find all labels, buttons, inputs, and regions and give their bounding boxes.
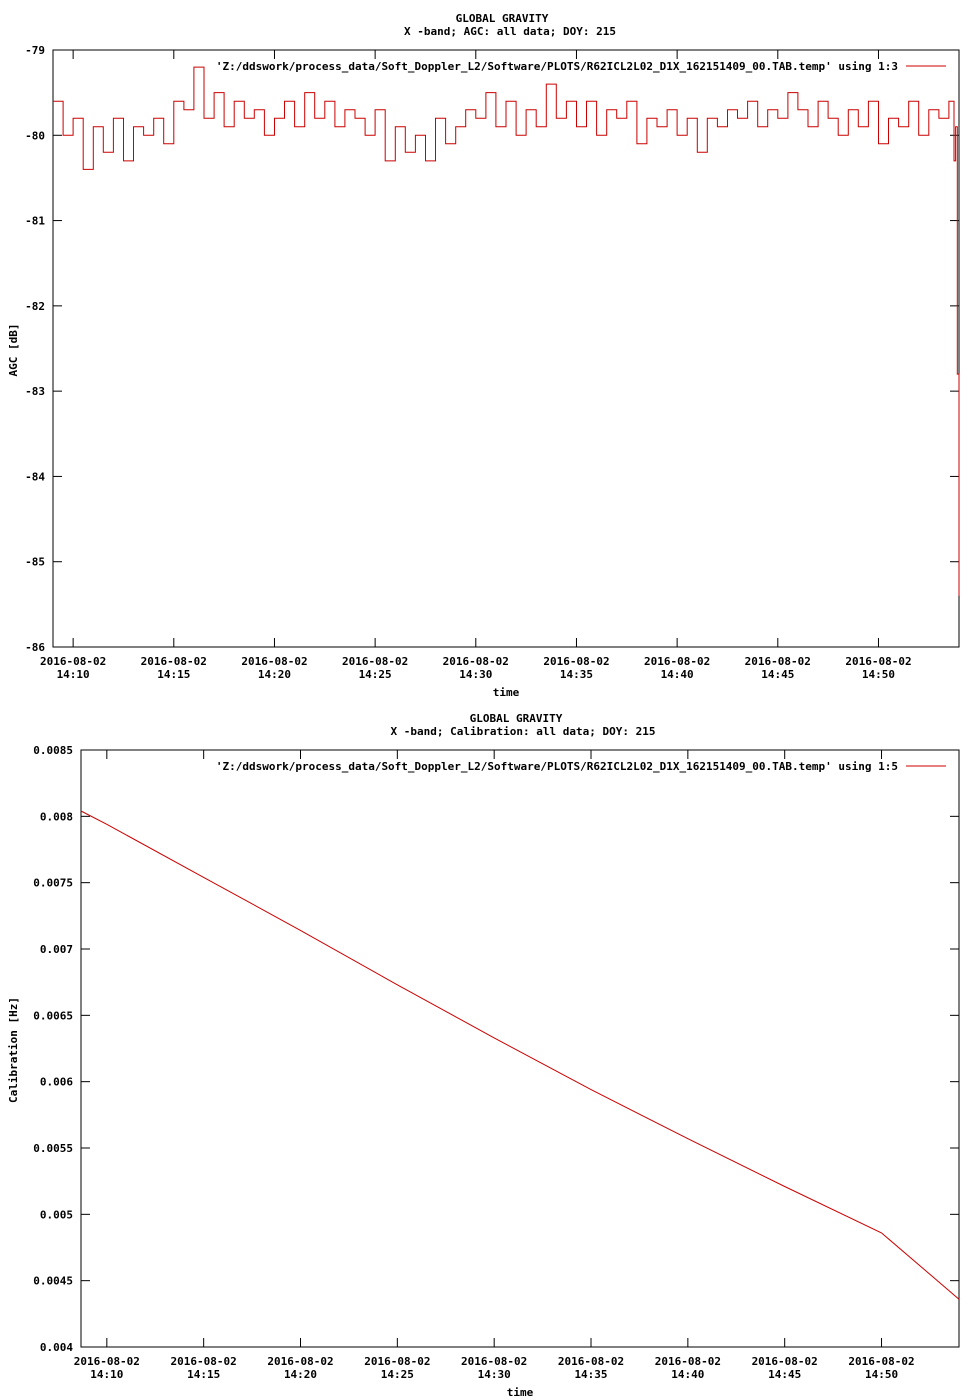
chart-title: GLOBAL GRAVITY [469, 712, 563, 725]
x-ticks [40, 50, 912, 681]
series-line [81, 811, 959, 1299]
chart-subtitle: X -band; Calibration: all data; DOY: 215 [390, 725, 656, 738]
x-tick-time-label: 14:50 [861, 668, 896, 681]
y-tick-label: -86 [25, 641, 45, 654]
x-tick-time-label: 14:40 [660, 668, 694, 681]
y-tick-label: 0.0085 [33, 744, 73, 757]
legend-label: 'Z:/ddswork/process_data/Soft_Doppler_L2/Software/PLOTS/R62ICL2L02_D1X_162151409_00.TAB.temp' using 1:3 [215, 60, 898, 73]
x-tick-date-label: 2016-08-02 [442, 655, 509, 668]
y-axis-label: Calibration [Hz] [7, 997, 20, 1103]
x-tick-time-label: 14:25 [358, 668, 392, 681]
x-axis-label: time [506, 1386, 534, 1399]
x-tick-date-label: 2016-08-02 [848, 1355, 915, 1368]
y-axis-label: AGC [dB] [7, 323, 20, 377]
x-tick-time-label: 14:15 [187, 1368, 221, 1381]
y-tick-label: 0.0075 [33, 876, 73, 890]
x-tick-date-label: 2016-08-02 [73, 1355, 140, 1368]
x-tick-time-label: 14:20 [283, 1368, 318, 1381]
y-tick-label: 0.004 [39, 1341, 73, 1354]
y-tick-label: -82 [25, 299, 45, 313]
x-tick-date-label: 2016-08-02 [543, 655, 610, 668]
x-tick-date-label: 2016-08-02 [845, 655, 912, 668]
x-tick-date-label: 2016-08-02 [40, 655, 107, 668]
y-tick-label: -83 [25, 385, 45, 399]
y-tick-label: -79 [25, 44, 45, 57]
x-tick-date-label: 2016-08-02 [751, 1355, 818, 1368]
x-tick-time-label: 14:10 [56, 668, 90, 681]
x-tick-date-label: 2016-08-02 [557, 1355, 625, 1368]
x-tick-date-label: 2016-08-02 [170, 1355, 237, 1368]
y-tick-label: 0.005 [39, 1208, 73, 1222]
calibration-chart [0, 700, 980, 1400]
y-tick-label: 0.0065 [33, 1009, 73, 1023]
x-tick-time-label: 14:30 [459, 668, 493, 681]
y-tick-label: 0.0055 [33, 1142, 73, 1155]
x-tick-time-label: 14:50 [864, 1368, 899, 1381]
x-tick-time-label: 14:10 [90, 1368, 124, 1381]
y-tick-label: 0.006 [39, 1075, 73, 1089]
x-tick-time-label: 14:25 [380, 1368, 414, 1381]
x-tick-time-label: 14:45 [761, 668, 795, 681]
x-tick-date-label: 2016-08-02 [342, 655, 409, 668]
y-tick-label: -85 [25, 555, 45, 569]
y-tick-label: -81 [25, 214, 45, 228]
x-ticks [74, 750, 915, 1381]
plot-frame [81, 750, 959, 1347]
x-tick-date-label: 2016-08-02 [364, 1355, 431, 1368]
y-tick-label: 0.0045 [33, 1274, 73, 1288]
x-tick-time-label: 14:45 [768, 1368, 802, 1381]
series-layer [53, 67, 959, 596]
x-tick-date-label: 2016-08-02 [654, 1355, 721, 1368]
x-tick-date-label: 2016-08-02 [461, 1355, 528, 1368]
chart-subtitle: X -band; AGC: all data; DOY: 215 [404, 25, 616, 38]
x-tick-date-label: 2016-08-02 [241, 655, 308, 668]
x-tick-time-label: 14:40 [671, 1368, 705, 1381]
y-tick-label: -84 [25, 470, 45, 484]
plot-frame [53, 50, 959, 647]
x-tick-date-label: 2016-08-02 [267, 1355, 334, 1368]
legend-label: 'Z:/ddswork/process_data/Soft_Doppler_L2/Software/PLOTS/R62ICL2L02_D1X_162151409_00.TAB.temp' using 1:5 [215, 760, 898, 773]
x-tick-time-label: 14:35 [574, 1368, 608, 1381]
series-layer [81, 811, 959, 1299]
y-ticks [33, 744, 959, 1354]
series-line [53, 67, 959, 596]
y-tick-label: 0.008 [39, 810, 73, 824]
y-tick-label: -80 [25, 129, 45, 143]
x-tick-time-label: 14:35 [559, 668, 594, 681]
x-tick-time-label: 14:20 [257, 668, 292, 681]
x-tick-date-label: 2016-08-02 [644, 655, 711, 668]
x-tick-time-label: 14:15 [157, 668, 191, 681]
chart-title: GLOBAL GRAVITY [455, 12, 549, 25]
x-axis-label: time [492, 686, 520, 699]
x-tick-time-label: 14:30 [477, 1368, 511, 1381]
y-tick-label: 0.007 [39, 943, 73, 956]
y-ticks [25, 44, 959, 654]
x-tick-date-label: 2016-08-02 [744, 655, 811, 668]
x-tick-date-label: 2016-08-02 [140, 655, 207, 668]
